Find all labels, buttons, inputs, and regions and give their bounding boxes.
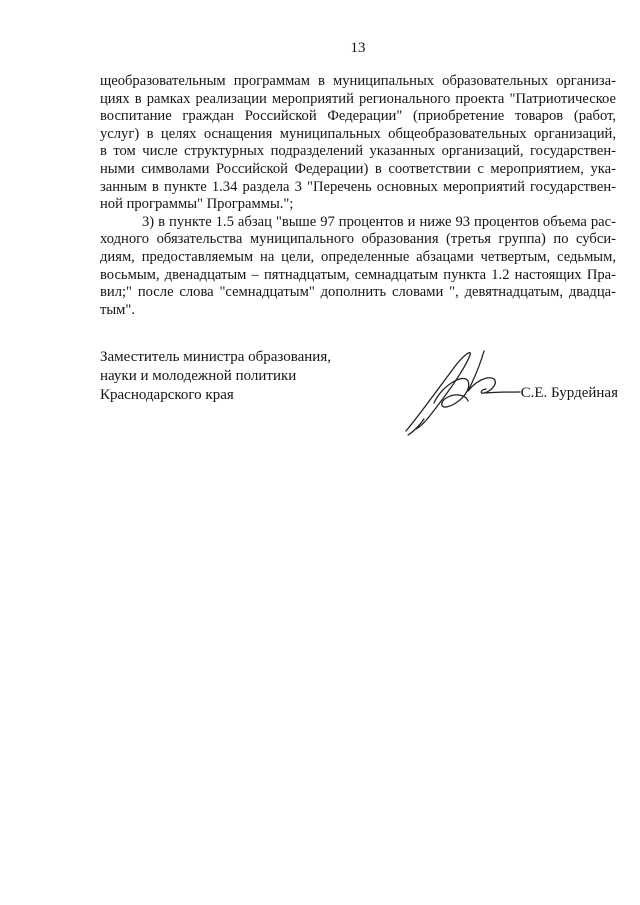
- paragraph-continuation: [100, 73, 616, 214]
- text-line: ными символами Российской Федерации) в соответствии с мероприятием, ука-: [100, 160, 616, 177]
- signatory-title-line: Заместитель министра образования,: [100, 349, 331, 365]
- signature-stroke: [406, 353, 470, 431]
- text-line: щеобразовательным программам в муниципальных образовательных организа-: [100, 73, 616, 89]
- signatory-name: С.Е. Бурдейная: [520, 385, 618, 401]
- text-line: тым".: [100, 301, 136, 318]
- signatory-title: [100, 348, 331, 405]
- signature-stroke: [468, 351, 495, 393]
- text-line: воспитание граждан Российской Федерации" (приобретение товаров (работ,: [100, 108, 616, 125]
- text-line: 3) в пункте 1.5 абзац "выше 97 процентов и ниже 93 процентов объема рас-: [142, 213, 616, 230]
- handwritten-signature: [398, 345, 524, 437]
- text-line: в том числе структурных подразделений указанных организаций, государствен-: [100, 143, 616, 160]
- text-line: диям, предоставляемым на цели, определенные абзацами четвертым, седьмым,: [100, 248, 616, 265]
- text-line: циях в рамках реализации мероприятий регионального проекта "Патриотическое: [100, 90, 616, 107]
- text-line: восьмым, двенадцатым – пятнадцатым, семнадцатым пункта 1.2 настоящих Пра-: [100, 266, 616, 283]
- text-line: услуг) в целях оснащения муниципальных общеобразовательных организаций,: [100, 125, 616, 142]
- signatory-title-line: Краснодарского края: [100, 387, 234, 403]
- text-line: вил;" после слова "семнадцатым" дополнить словами ", девятнадцатым, двадца-: [100, 284, 616, 301]
- text-line: ной программы" Программы.";: [100, 196, 294, 213]
- text-line: занным в пункте 1.34 раздела 3 "Перечень основных мероприятий государствен-: [100, 178, 616, 195]
- signatory-title-line: науки и молодежной политики: [100, 368, 297, 384]
- paragraph-item-3: [100, 214, 616, 320]
- signature-stroke: [408, 419, 424, 435]
- text-line: ходного обязательства муниципального образования (третья группа) по субси-: [100, 231, 616, 248]
- body-text: [100, 73, 616, 319]
- page-number: 13: [350, 40, 366, 56]
- signature-stroke: [486, 392, 520, 393]
